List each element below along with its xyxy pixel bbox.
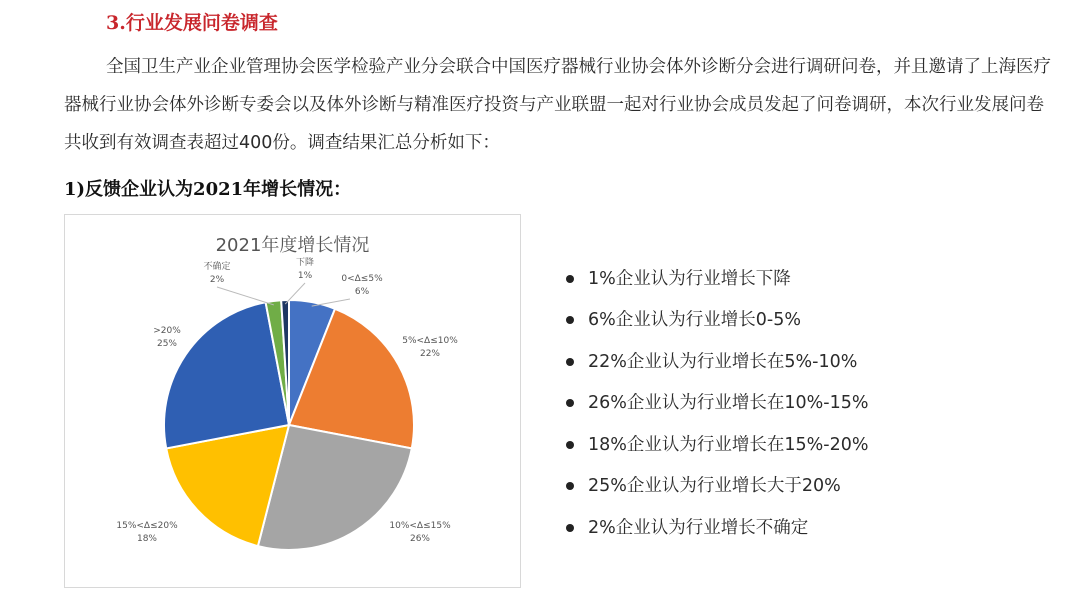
subsection-title: 1)反馈企业认为2021年增长情况： [64,179,352,200]
slice-label: 0<Δ≤5% [341,274,383,284]
list-item [566,466,869,508]
findings-list [566,258,869,549]
list-item-text: 6%企业认为行业增长0-5% [588,310,801,331]
slice-percent-label: 22% [419,349,441,359]
list-item [566,300,869,342]
list-item [566,424,869,466]
leader-line [217,287,274,305]
list-item-text: 18%企业认为行业增长在15%-20% [588,434,869,455]
slice-label: 5%<Δ≤10% [402,336,458,346]
pie-chart-panel [64,214,521,588]
slice-percent-label: 2% [209,275,225,285]
list-item-text: 25%企业认为行业增长大于20% [588,476,841,497]
slice-percent-label: 1% [297,271,313,281]
slice-percent-label: 25% [156,339,178,349]
list-item-text: 1%企业认为行业增长下降 [588,268,791,289]
list-item [566,341,869,383]
slice-percent-label: 6% [354,287,370,297]
slice-percent-label: 18% [136,534,158,544]
list-item-text: 2%企业认为行业增长不确定 [588,517,809,538]
paragraph-text: 全国卫生产业企业管理协会医学检验产业分会联合中国医疗器械行业协会体外诊断分会进行调研问卷，并且邀请了上海医疗器械行业协会体外诊断专委会以及体外诊断与精准医疗投资与产业联盟一起对行业协会成员发起了问卷调研，本次行业发展问卷共收到有效调查表超过400份。调查结果汇总分析如下： [64,57,1051,153]
list-item [566,258,869,300]
bullet-icon [566,316,574,324]
bullet-icon [566,358,574,366]
list-item [566,507,869,549]
list-item [566,383,869,425]
list-item-text: 26%企业认为行业增长在10%-15% [588,393,869,414]
list-item-text: 22%企业认为行业增长在5%-10% [588,351,858,372]
slice-label: 下降 [295,258,315,268]
bullet-icon [566,275,574,283]
slice-label: >20% [153,326,181,336]
section-title: 3.行业发展问卷调查 [106,12,278,34]
slice-label: 15%<Δ≤20% [116,521,178,531]
intro-paragraph [64,48,1054,162]
bullet-icon [566,524,574,532]
bullet-icon [566,399,574,407]
bullet-icon [566,441,574,449]
slice-percent-label: 26% [409,534,431,544]
chart-title: 2021年度增长情况 [215,235,370,256]
pie-chart [65,215,520,587]
slice-label: 10%<Δ≤15% [389,521,451,531]
slice-label: 不确定 [203,262,231,272]
bullet-icon [566,482,574,490]
